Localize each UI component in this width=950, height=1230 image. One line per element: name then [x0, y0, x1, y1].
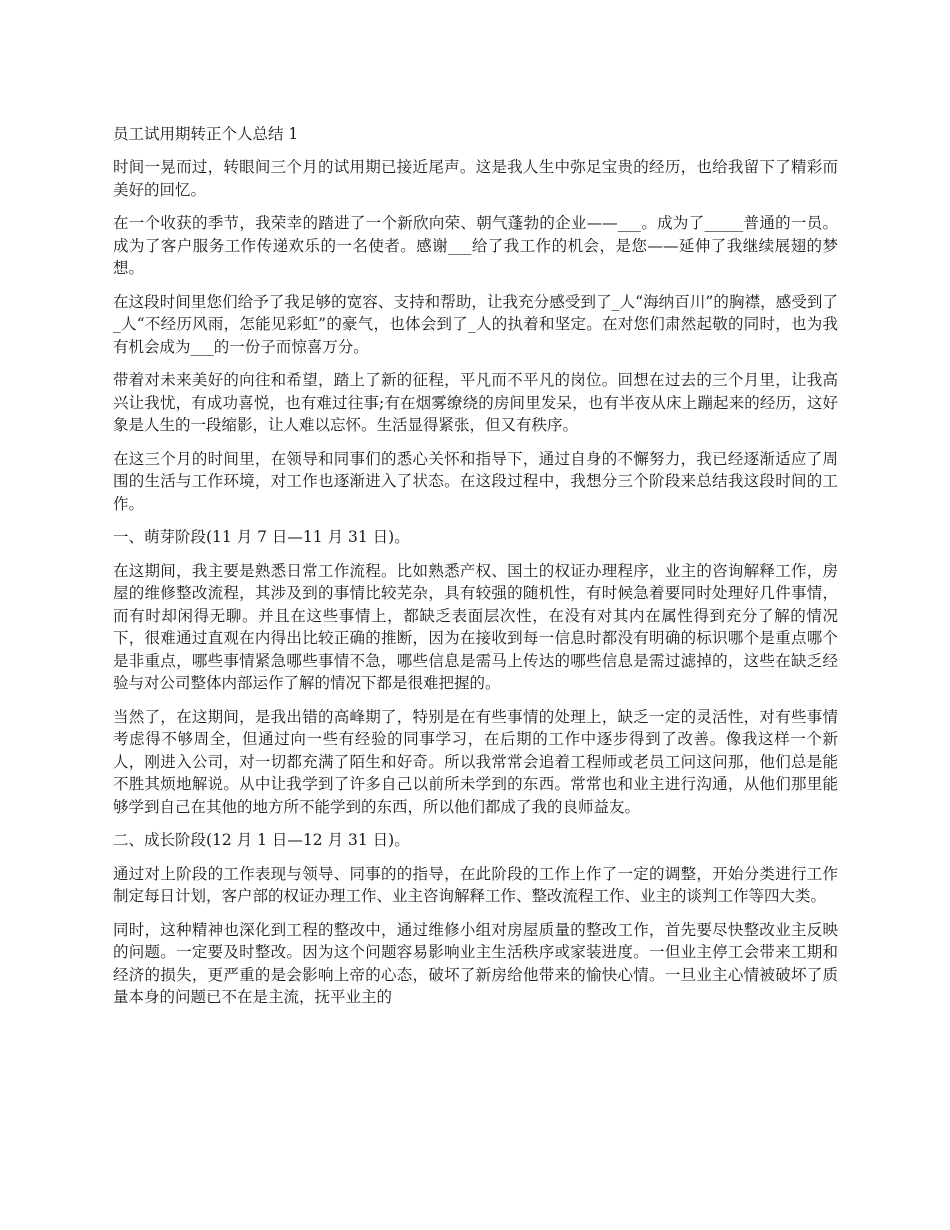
paragraph: 时间一晃而过，转眼间三个月的试用期已接近尾声。这是我人生中弥足宝贵的经历，也给我留下了精彩而美好的回忆。: [113, 158, 838, 199]
paragraph: 在一个收获的季节，我荣幸的踏进了一个新欣向荣、朝气蓬勃的企业——___。成为了_____普通的一员。成为了客户服务工作传递欢乐的一名使者。感谢___给了我工作的机会，是您——延伸了我继续展翅的梦想。: [113, 214, 838, 277]
document-title: 员工试用期转正个人总结 1: [113, 125, 299, 143]
paragraph: 当然了，在这期间，是我出错的高峰期了，特别是在有些事情的处理上，缺乏一定的灵活性，对有些事情考虑得不够周全，但通过向一些有经验的同事学习，在后期的工作中逐步得到了改善。像我这样一个新人，刚进入公司，对一切都充满了陌生和好奇。所以我常常会追着工程师或老员工问这问那，他们总是能不胜其烦地解说。从中让我学到了许多自己以前所未学到的东西。常常也和业主进行沟通，从他们那里能够学到自己在其他的地方所不能学到的东西，所以他们都成了我的良师益友。: [113, 707, 838, 816]
paragraph: 带着对未来美好的向往和希望，踏上了新的征程，平凡而不平凡的岗位。回想在过去的三个月里，让我高兴让我忧，有成功喜悦，也有难过往事;有在烟雾缭绕的房间里发呆，也有半夜从床上蹦起来的经历，这好象是人生的一段缩影，让人难以忘怀。生活显得紧张，但又有秩序。: [113, 371, 838, 434]
paragraph: 同时，这种精神也深化到工程的整改中，通过维修小组对房屋质量的整改工作，首先要尽快整改业主反映的问题。一定要及时整改。因为这个问题容易影响业主生活秩序或家装进度。一但业主停工会带来工期和经济的损失，更严重的是会影响上帝的心态，破坏了新房给他带来的愉快心情。一旦业主心情被破坏了质量本身的问题已不在是主流，抚平业主的: [113, 920, 838, 1006]
paragraph: 在这三个月的时间里，在领导和同事们的悉心关怀和指导下，通过自身的不懈努力，我已经逐渐适应了周围的生活与工作环境，对工作也逐渐进入了状态。在这段过程中，我想分三个阶段来总结我这段时间的工作。: [113, 449, 838, 513]
paragraph: 通过对上阶段的工作表现与领导、同事的的指导，在此阶段的工作上作了一定的调整，开始分类进行工作制定每日计划，客户部的权证办理工作、业主咨询解释工作、整改流程工作、业主的谈判工作等四大类。: [113, 864, 838, 905]
paragraph: 在这期间，我主要是熟悉日常工作流程。比如熟悉产权、国土的权证办理程序，业主的咨询解释工作，房屋的维修整改流程，其涉及到的事情比较芜杂，具有较强的随机性，有时候急着要同时处理好几件事情，而有时却闲得无聊。并且在这些事情上，都缺乏表面层次性，在没有对其内在属性得到充分了解的情况下，很难通过直观在内得出比较正确的推断，因为在接收到每一信息时都没有明确的标识哪个是重点哪个是非重点，哪些事情紧急哪些事情不急，哪些信息是需马上传达的哪些信息是需过滤掉的，这些在缺乏经验与对公司整体内部运作了解的情况下都是很难把握的。: [113, 561, 838, 692]
section-heading-sprout: 一、萌芽阶段(11 月 7 日—11 月 31 日)。: [113, 528, 410, 546]
section-heading-growth: 二、成长阶段(12 月 1 日—12 月 31 日)。: [113, 831, 410, 849]
paragraph: 在这段时间里您们给予了我足够的宽容、支持和帮助，让我充分感受到了_人“海纳百川”的胸襟，感受到了_人“不经历风雨，怎能见彩虹”的豪气，也体会到了_人的执着和坚定。在对您们肃然起敬的同时，也为我有机会成为___的一份子而惊喜万分。: [113, 292, 838, 356]
